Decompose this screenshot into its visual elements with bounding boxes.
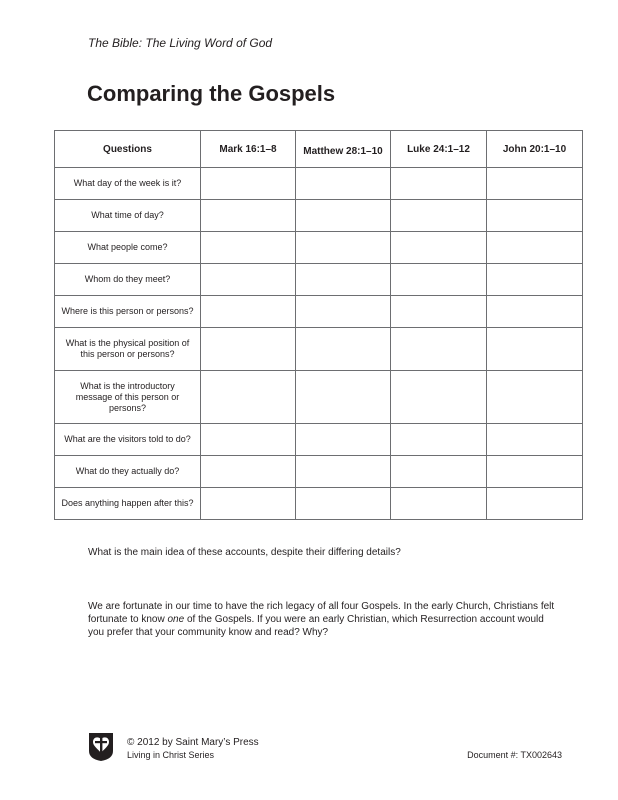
answer-cell-john[interactable] [487, 232, 583, 264]
answer-cell-john[interactable] [487, 296, 583, 328]
answer-cell-mark[interactable] [201, 200, 296, 232]
answer-cell-matthew[interactable] [296, 456, 391, 488]
answer-cell-luke[interactable] [391, 424, 487, 456]
series-title: The Bible: The Living Word of God [88, 36, 273, 50]
table-row [55, 371, 583, 424]
answer-cell-luke[interactable] [391, 168, 487, 200]
question-cell: Does anything happen after this? [55, 488, 201, 520]
question-cell: What people come? [55, 232, 201, 264]
fortunate-prompt [88, 600, 558, 639]
table-row [55, 296, 583, 328]
answer-cell-matthew[interactable] [296, 328, 391, 371]
question-cell: Where is this person or persons? [55, 296, 201, 328]
table-row [55, 424, 583, 456]
table-row [55, 456, 583, 488]
answer-cell-john[interactable] [487, 371, 583, 424]
answer-cell-matthew[interactable] [296, 232, 391, 264]
answer-cell-mark[interactable] [201, 232, 296, 264]
answer-cell-matthew[interactable] [296, 488, 391, 520]
answer-cell-matthew[interactable] [296, 168, 391, 200]
footer-text [127, 736, 259, 762]
table-row [55, 264, 583, 296]
answer-cell-john[interactable] [487, 168, 583, 200]
gospel-comparison-table [54, 130, 583, 520]
answer-cell-luke[interactable] [391, 488, 487, 520]
fortunate-prompt-start: We are fortunate in our time to have the rich legacy of all four Gospels. In the early Church, Christians felt fortunate to know [88, 601, 555, 625]
answer-cell-mark[interactable] [201, 296, 296, 328]
table-row [55, 488, 583, 520]
answer-cell-luke[interactable] [391, 232, 487, 264]
answer-cell-mark[interactable] [201, 328, 296, 371]
question-cell: Whom do they meet? [55, 264, 201, 296]
document-number: Document #: TX002643 [467, 750, 562, 760]
question-cell: What do they actually do? [55, 456, 201, 488]
answer-cell-john[interactable] [487, 328, 583, 371]
question-cell: What is the physical position of this person or persons? [55, 328, 201, 371]
answer-cell-matthew[interactable] [296, 424, 391, 456]
answer-cell-john[interactable] [487, 424, 583, 456]
answer-cell-mark[interactable] [201, 371, 296, 424]
saint-marys-press-logo-icon [88, 732, 114, 762]
answer-cell-luke[interactable] [391, 456, 487, 488]
column-header-questions: Questions [55, 131, 201, 168]
answer-cell-mark[interactable] [201, 264, 296, 296]
column-header-matthew: Matthew 28:1–10 [296, 131, 391, 168]
question-cell: What day of the week is it? [55, 168, 201, 200]
table-row [55, 232, 583, 264]
question-cell: What are the visitors told to do? [55, 424, 201, 456]
copyright-text: © 2012 by Saint Mary’s Press [127, 737, 259, 748]
answer-cell-john[interactable] [487, 456, 583, 488]
column-header-luke: Luke 24:1–12 [391, 131, 487, 168]
answer-cell-luke[interactable] [391, 328, 487, 371]
answer-cell-luke[interactable] [391, 264, 487, 296]
answer-cell-john[interactable] [487, 488, 583, 520]
answer-cell-matthew[interactable] [296, 371, 391, 424]
answer-cell-matthew[interactable] [296, 264, 391, 296]
table-row [55, 168, 583, 200]
question-cell: What is the introductory message of this person or persons? [55, 371, 201, 424]
column-header-mark: Mark 16:1–8 [201, 131, 296, 168]
answer-cell-luke[interactable] [391, 200, 487, 232]
answer-cell-mark[interactable] [201, 488, 296, 520]
answer-cell-mark[interactable] [201, 168, 296, 200]
answer-cell-john[interactable] [487, 200, 583, 232]
series-name: Living in Christ Series [127, 750, 215, 760]
fortunate-prompt-end: of the Gospels. If you were an early Christian, which Resurrection account would you prefer that your community know and read? Why? [88, 614, 544, 638]
page-title: Comparing the Gospels [87, 81, 336, 106]
answer-cell-mark[interactable] [201, 456, 296, 488]
answer-cell-luke[interactable] [391, 371, 487, 424]
answer-cell-matthew[interactable] [296, 200, 391, 232]
answer-cell-luke[interactable] [391, 296, 487, 328]
answer-cell-mark[interactable] [201, 424, 296, 456]
fortunate-prompt-emphasis: one [167, 614, 185, 625]
question-cell: What time of day? [55, 200, 201, 232]
main-idea-prompt: What is the main idea of these accounts, despite their differing details? [88, 547, 401, 558]
answer-cell-john[interactable] [487, 264, 583, 296]
answer-cell-matthew[interactable] [296, 296, 391, 328]
table-row [55, 200, 583, 232]
column-header-john: John 20:1–10 [487, 131, 583, 168]
table-row [55, 328, 583, 371]
table-header-row [55, 131, 583, 168]
